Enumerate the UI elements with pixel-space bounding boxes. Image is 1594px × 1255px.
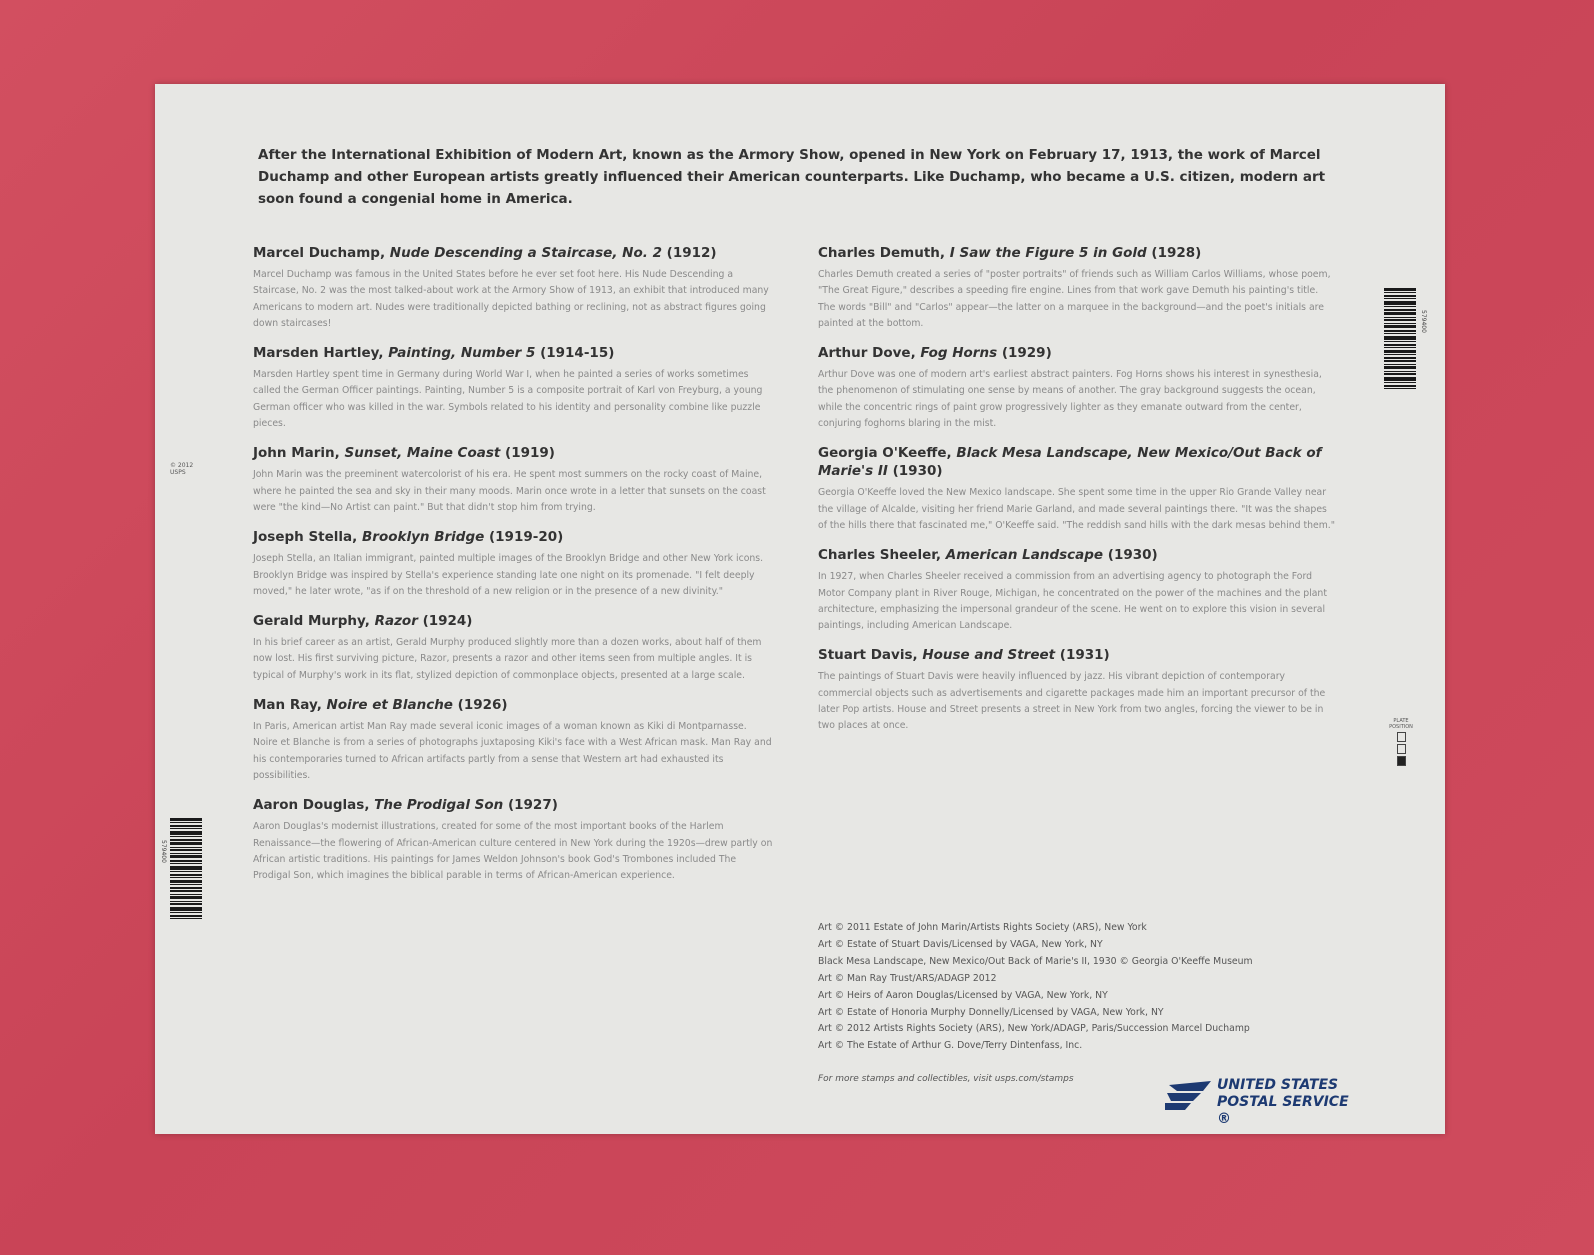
credit-line: Art © Estate of Honoria Murphy Donnelly/Licensed by VAGA, New York, NY [818,1006,1164,1018]
artwork-title: Brooklyn Bridge [362,529,485,546]
barcode-bar [170,855,202,858]
barcode-bar [1384,298,1416,299]
entry-heading [253,344,773,362]
usps-name [1217,1077,1365,1128]
artwork-entry [253,796,773,884]
entry-description: Charles Demuth created a series of "poster portraits" of friends such as William Carlos Williams, whose poem, "The Great Figure," describes a speeding fire engine. Lines from that work gave Demuth his painting's title. The words "Bill" and "Carlos" appear—the latter on a marquee in the background—and the poet's initials are painted at the bottom. [818,269,1331,329]
artwork-year: (1926) [457,697,508,714]
entry-heading [253,244,773,262]
position-label: POSITION [1389,724,1413,730]
barcode-bar [1384,325,1416,328]
entry-heading [253,696,773,714]
artist-name: Joseph Stella, [253,529,358,546]
artwork-year: (1930) [1107,547,1158,564]
artwork-entry [253,528,773,600]
barcode-bar [170,836,202,837]
artwork-entry [253,696,773,784]
barcode-bar [170,901,202,902]
barcode-bar [1384,306,1416,307]
artwork-entry [818,344,1338,432]
artwork-entry [818,444,1338,534]
entry-heading [818,244,1338,262]
entry-heading [818,646,1338,664]
entry-description: In 1927, when Charles Sheeler received a commission from an advertising agency to photograph the Ford Motor Company plant in River Rouge, Michigan, he concentrated on the power of the machines and the plant architecture, emphasizing the impersonal grandeur of the scene. He went on to explore this vision in several paintings, including American Landscape. [818,571,1327,632]
entry-heading [253,612,773,630]
artist-name: Georgia O'Keeffe, [818,445,952,462]
barcode-bar [1384,344,1416,346]
artwork-title: Fog Horns [920,345,998,362]
barcode-bar [1384,377,1416,381]
artist-name: Arthur Dove, [818,345,916,362]
barcode-bar [170,887,202,889]
barcode-bar [1384,366,1416,369]
entry-heading [818,546,1338,564]
artist-name: Aaron Douglas, [253,797,370,814]
more-info-text: For more stamps and collectibles, visit usps.com/stamps [818,1074,1074,1084]
barcode-bar [170,863,202,864]
left-column [253,244,773,896]
entry-description: Arthur Dove was one of modern art's earliest abstract painters. Fog Horns shows his interest in synesthesia, the phenomenon of stimulating one sense by means of another. The gray background suggests the ocean, while the concentric rings of paint grow progressively lighter as they emanate outward from the center, conjuring foghorns blaring in the mist. [818,369,1322,430]
barcode-bar [170,877,202,878]
barcode-bar [1384,319,1416,321]
entry-description: Georgia O'Keeffe loved the New Mexico landscape. She spent some time in the upper Rio Grande Valley near the village of Alcalde, visiting her friend Marie Garland, and made several paintings there. "It was the shapes of the hills there that fascinated me," O'Keeffe said. "The reddish sand hills with the dark mesas behind them." [818,487,1336,531]
copyright-owner: USPS [170,469,186,476]
barcode-bar [170,847,202,848]
copyright-mark [170,462,193,476]
entry-description: In his brief career as an artist, Gerald Murphy produced slightly more than a dozen works, about half of them now lost. His first surviving picture, Razor, presents a razor and other items seen from multiple angles. It is typical of Murphy's work in its flat, stylized depiction of commonplace objects, presented at a large scale. [253,637,762,681]
entry-description: Marcel Duchamp was famous in the United States before he ever set foot here. His Nude Descending a Staircase, No. 2 was the most talked-about work at the Armory Show of 1913, an exhibit that introduced many Americans to modern art. Nudes were traditionally depicted bathing or reclining, not as abstract figures going down staircases! [253,269,769,329]
usps-line1: UNITED STATES [1217,1077,1339,1093]
barcode-bar [170,839,202,841]
barcode-bar [1384,360,1416,362]
artwork-title: House and Street [922,647,1056,664]
barcode-bar [1384,357,1416,359]
entry-description: Joseph Stella, an Italian immigrant, painted multiple images of the Brooklyn Bridge and other New York icons. Brooklyn Bridge was inspired by Stella's experience standing late one night on its promenade. "I felt deeply moved," he later wrote, "as if on the threshold of a new religion or in the presence of a new divinity." [253,553,764,597]
artwork-entry [253,344,773,432]
artist-name: Charles Demuth, [818,245,946,261]
artist-name: John Marin, [253,445,340,462]
artwork-year: (1929) [1001,345,1052,362]
entry-heading [818,444,1338,480]
barcode-bar [170,822,202,823]
intro-paragraph: After the International Exhibition of Modern Art, known as the Armory Show, opened in New York on February 17, 1913, the work of Marcel Duchamp and other European artists greatly influenced their American counterparts. Like Duchamp, who became a U.S. citizen, modern art soon found a congenial home in America. [258,147,1326,207]
barcode-bar [1384,309,1416,311]
artist-name: Marcel Duchamp, [253,245,386,261]
entry-heading [253,796,773,814]
eagle-icon [1165,1079,1213,1111]
artwork-entry [818,546,1338,634]
entry-heading [253,444,773,462]
plate-box [1397,744,1406,754]
barcode-bar [170,825,202,827]
artwork-title: I Saw the Figure 5 in Gold [949,245,1147,261]
artwork-title: Black Mesa Landscape, New Mexico/Out Back of Marie's II [818,445,1322,480]
barcode-bar [1384,312,1416,315]
barcode-right [1384,288,1416,391]
artist-name: Stuart Davis, [818,647,918,664]
credit-line: Art © 2011 Estate of John Marin/Artists Rights Society (ARS), New York [818,922,1147,933]
barcode-bar [170,880,202,883]
usps-logo [1165,1077,1365,1127]
barcode-bar [1384,371,1416,372]
artist-name: Marsden Hartley, [253,345,384,362]
usps-line2: POSTAL SERVICE ® [1217,1094,1349,1127]
barcode-bar [170,884,202,885]
barcode-bar [1384,382,1416,383]
entry-description: In Paris, American artist Man Ray made several iconic images of a woman known as Kiki di Montparnasse. Noire et Blanche is from a series of photographs juxtaposing Kiki's face with a West African mask. Man Ray and his contemporaries turned to African artifacts partly from a sense that Western art had exhausted its possibilities. [253,721,772,781]
barcode-bar [170,918,202,919]
barcode-bar [1384,292,1416,293]
artwork-title: The Prodigal Son [374,797,504,814]
entry-description: Aaron Douglas's modernist illustrations, created for some of the most important books of the Harlem Renaissance—the flowering of African-American culture centered in New York during the 1920s—drew partly on African artistic traditions. His paintings for James Weldon Johnson's book God's Trombones included The Prodigal Son, which imagines the biblical parable in terms of African-American experience. [253,821,773,882]
plate-box-filled [1397,756,1406,766]
barcode-bar [1384,354,1416,355]
barcode-left [170,818,202,921]
barcode-bar [1384,336,1416,340]
credit-line: Art © Estate of Stuart Davis/Licensed by VAGA, New York, NY [818,938,1103,950]
barcode-bar [170,874,202,876]
artwork-title: Noire et Blanche [326,697,453,714]
artwork-entry [253,244,773,332]
barcode-bar [170,915,202,917]
artwork-year: (1919) [505,445,555,462]
barcode-number-right: 579400 [1420,310,1427,333]
artist-name: Charles Sheeler, [818,547,942,564]
barcode-bar [1384,295,1416,297]
barcode-bar [1384,330,1416,332]
credit-line: Art © Man Ray Trust/ARS/ADAGP 2012 [818,972,997,984]
barcode-bar [1384,364,1416,365]
stamp-sheet-back [155,84,1445,1134]
credit-line: Art © 2012 Artists Rights Society (ARS), New York/ADAGP, Paris/Succession Marcel Duchamp [818,1023,1250,1035]
barcode-bar [170,860,202,862]
right-column [818,244,1338,747]
credit-line: Black Mesa Landscape, New Mexico/Out Back of Marie's II, 1930 © Georgia O'Keeffe Museum [818,955,1253,967]
barcode-bar [170,818,202,821]
entry-description: Marsden Hartley spent time in Germany during World War I, when he painted a series of works sometimes called the German Officer paintings. Painting, Number 5 is a composite portrait of Karl von Freyburg, a young German officer who was killed in the war. Symbols related to his identity and personality combine like puzzle pieces. [253,369,763,430]
artist-name: Gerald Murphy, [253,613,370,630]
artwork-title: Razor [374,613,418,630]
artwork-year: (1928) [1151,245,1202,261]
artwork-title: Painting, Number 5 [388,345,536,362]
barcode-bar [170,894,202,895]
artwork-year: (1924) [422,613,473,630]
barcode-bar [170,890,202,892]
artwork-year: (1919-20) [488,529,564,546]
barcode-bar [170,866,202,870]
entry-heading [253,528,773,546]
artwork-year: (1914-15) [540,345,615,362]
artwork-year: (1930) [892,463,943,480]
copyright-year: © 2012 [170,462,194,469]
entry-heading [818,344,1338,362]
barcode-bar [1384,301,1416,305]
artwork-title: Nude Descending a Staircase, No. 2 [389,245,662,261]
barcode-bar [170,853,202,854]
barcode-bar [170,871,202,872]
entry-description: The paintings of Stuart Davis were heavily influenced by jazz. His vibrant depiction of contemporary commercial objects such as advertisements and cigarette packages made him an important precursor of the later Pop artists. House and Street presents a street in New York from two angles, forcing the viewer to be in two places at once. [818,671,1326,732]
plate-box [1397,732,1406,742]
artwork-entry [253,444,773,516]
barcode-bar [1384,333,1416,334]
barcode-bar [170,907,202,911]
credit-line: Art © The Estate of Arthur G. Dove/Terry Dintenfass, Inc. [818,1040,1083,1052]
barcode-bar [170,831,202,835]
barcode-bar [1384,385,1416,387]
barcode-bar [170,896,202,899]
barcode-bar [170,828,202,829]
barcode-bar [1384,323,1416,324]
barcode-bar [170,912,202,913]
artwork-entry [818,646,1338,734]
entry-description: John Marin was the preeminent watercolorist of his era. He spent most summers on the rocky coast of Maine, where he painted the sea and sky in their many moods. Marin once wrote in a letter that sunsets on the coast were "the kind—No Artist can paint." But that didn't stop him from trying. [253,469,766,513]
artwork-entry [253,612,773,684]
art-credits [818,920,1378,1055]
barcode-bar [1384,317,1416,318]
artwork-title: American Landscape [945,547,1104,564]
artwork-entry [818,244,1338,332]
credit-line: Art © Heirs of Aaron Douglas/Licensed by VAGA, New York, NY [818,989,1108,1001]
plate-label: PLATE [1393,718,1409,724]
barcode-number-left: 579400 [160,840,167,863]
artwork-year: (1931) [1059,647,1110,664]
artist-name: Man Ray, [253,697,322,714]
artwork-year: (1912) [666,245,717,261]
barcode-bar [1384,288,1416,291]
plate-position-marker [1386,718,1416,766]
barcode-bar [170,842,202,845]
artwork-title: Sunset, Maine Coast [344,445,501,462]
barcode-bar [1384,388,1416,389]
barcode-bar [170,903,202,905]
artwork-year: (1927) [507,797,558,814]
barcode-bar [1384,341,1416,342]
barcode-bar [1384,347,1416,348]
barcode-bar [1384,350,1416,353]
barcode-bar [1384,373,1416,375]
barcode-bar [170,849,202,851]
